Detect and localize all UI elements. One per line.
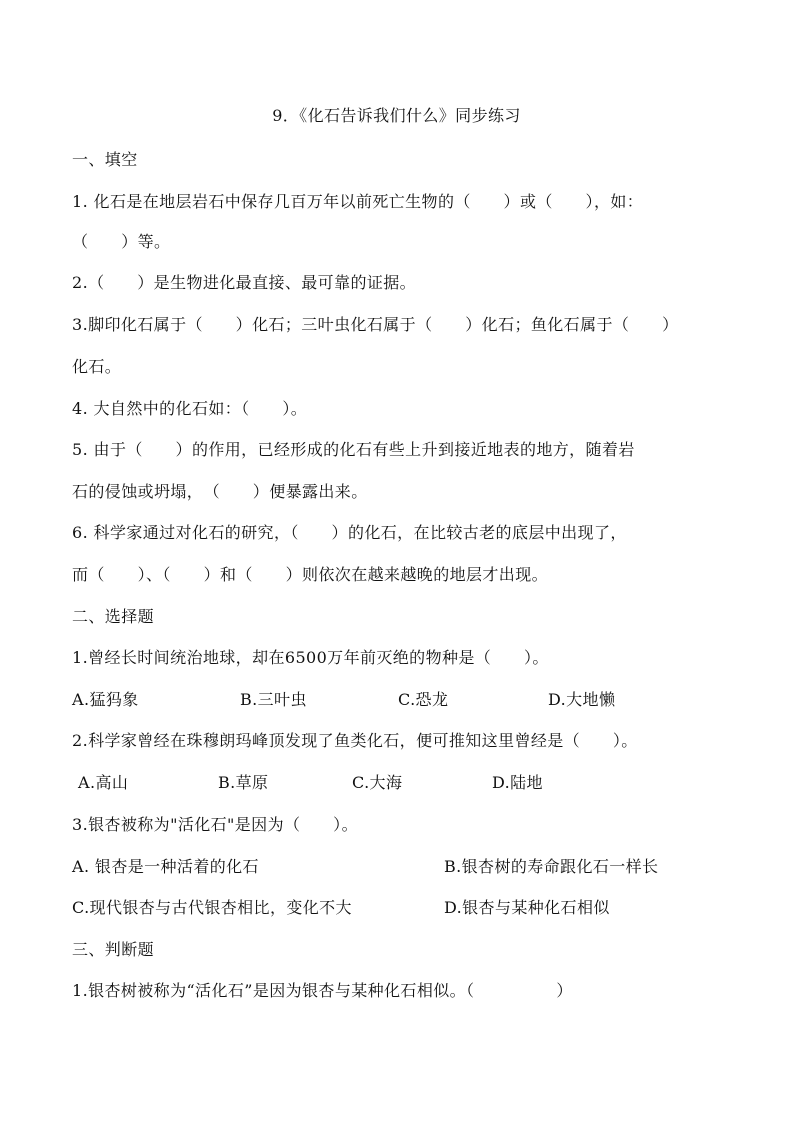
- choice-question-1: 1.曾经长时间统治地球，却在6500万年前灭绝的物种是（ ）。: [72, 648, 549, 667]
- fill-blank-line: 5. 由于（ ）的作用，已经形成的化石有些上升到接近地表的地方，随着岩: [72, 440, 635, 459]
- fill-blank-line: 化石。: [72, 357, 122, 376]
- choice-question-3: 3.银杏被称为"活化石"是因为（ ）。: [72, 815, 358, 834]
- true-false-question-1: 1.银杏树被称为“活化石”是因为银杏与某种化石相似。（ ）: [72, 981, 573, 1000]
- choice-option: C.大海: [352, 773, 403, 792]
- fill-blank-line: 4. 大自然中的化石如：（ ）。: [72, 399, 308, 418]
- fill-blank-line: 1. 化石是在地层岩石中保存几百万年以前死亡生物的（ ）或（ ），如：: [72, 192, 644, 211]
- choice-option: D.大地懒: [548, 690, 616, 709]
- choice-option: B.银杏树的寿命跟化石一样长: [444, 857, 659, 876]
- choice-option: B.草原: [218, 773, 269, 792]
- choice-question-2: 2.科学家曾经在珠穆朗玛峰顶发现了鱼类化石，便可推知这里曾经是（ ）。: [72, 731, 638, 750]
- fill-blank-line: （ ）等。: [72, 232, 171, 251]
- fill-blank-line: 而（ ）、（ ）和（ ）则依次在越来越晚的地层才出现。: [72, 565, 549, 584]
- choice-option: A.猛犸象: [72, 690, 139, 709]
- section-heading-multiple-choice: 二、选择题: [72, 607, 155, 626]
- choice-option: A.高山: [78, 773, 129, 792]
- choice-option: C.现代银杏与古代银杏相比，变化不大: [72, 898, 352, 917]
- choice-option: B.三叶虫: [240, 690, 307, 709]
- choice-option: C.恐龙: [398, 690, 449, 709]
- section-heading-fill-blank: 一、填空: [72, 150, 138, 169]
- fill-blank-line: 6. 科学家通过对化石的研究，（ ）的化石，在比较古老的底层中出现了，: [72, 523, 627, 542]
- fill-blank-line: 3.脚印化石属于（ ）化石；三叶虫化石属于（ ）化石；鱼化石属于（ ）: [72, 315, 679, 334]
- section-heading-true-false: 三、判断题: [72, 940, 155, 959]
- page-title: 9．《化石告诉我们什么》同步练习: [272, 106, 521, 125]
- fill-blank-line: 石的侵蚀或坍塌， （ ）便暴露出来。: [72, 482, 368, 501]
- fill-blank-line: 2.（ ）是生物进化最直接、最可靠的证据。: [72, 273, 417, 292]
- choice-option: D.银杏与某种化石相似: [444, 898, 610, 917]
- choice-option: D.陆地: [492, 773, 543, 792]
- choice-option: A. 银杏是一种活着的化石: [72, 857, 259, 876]
